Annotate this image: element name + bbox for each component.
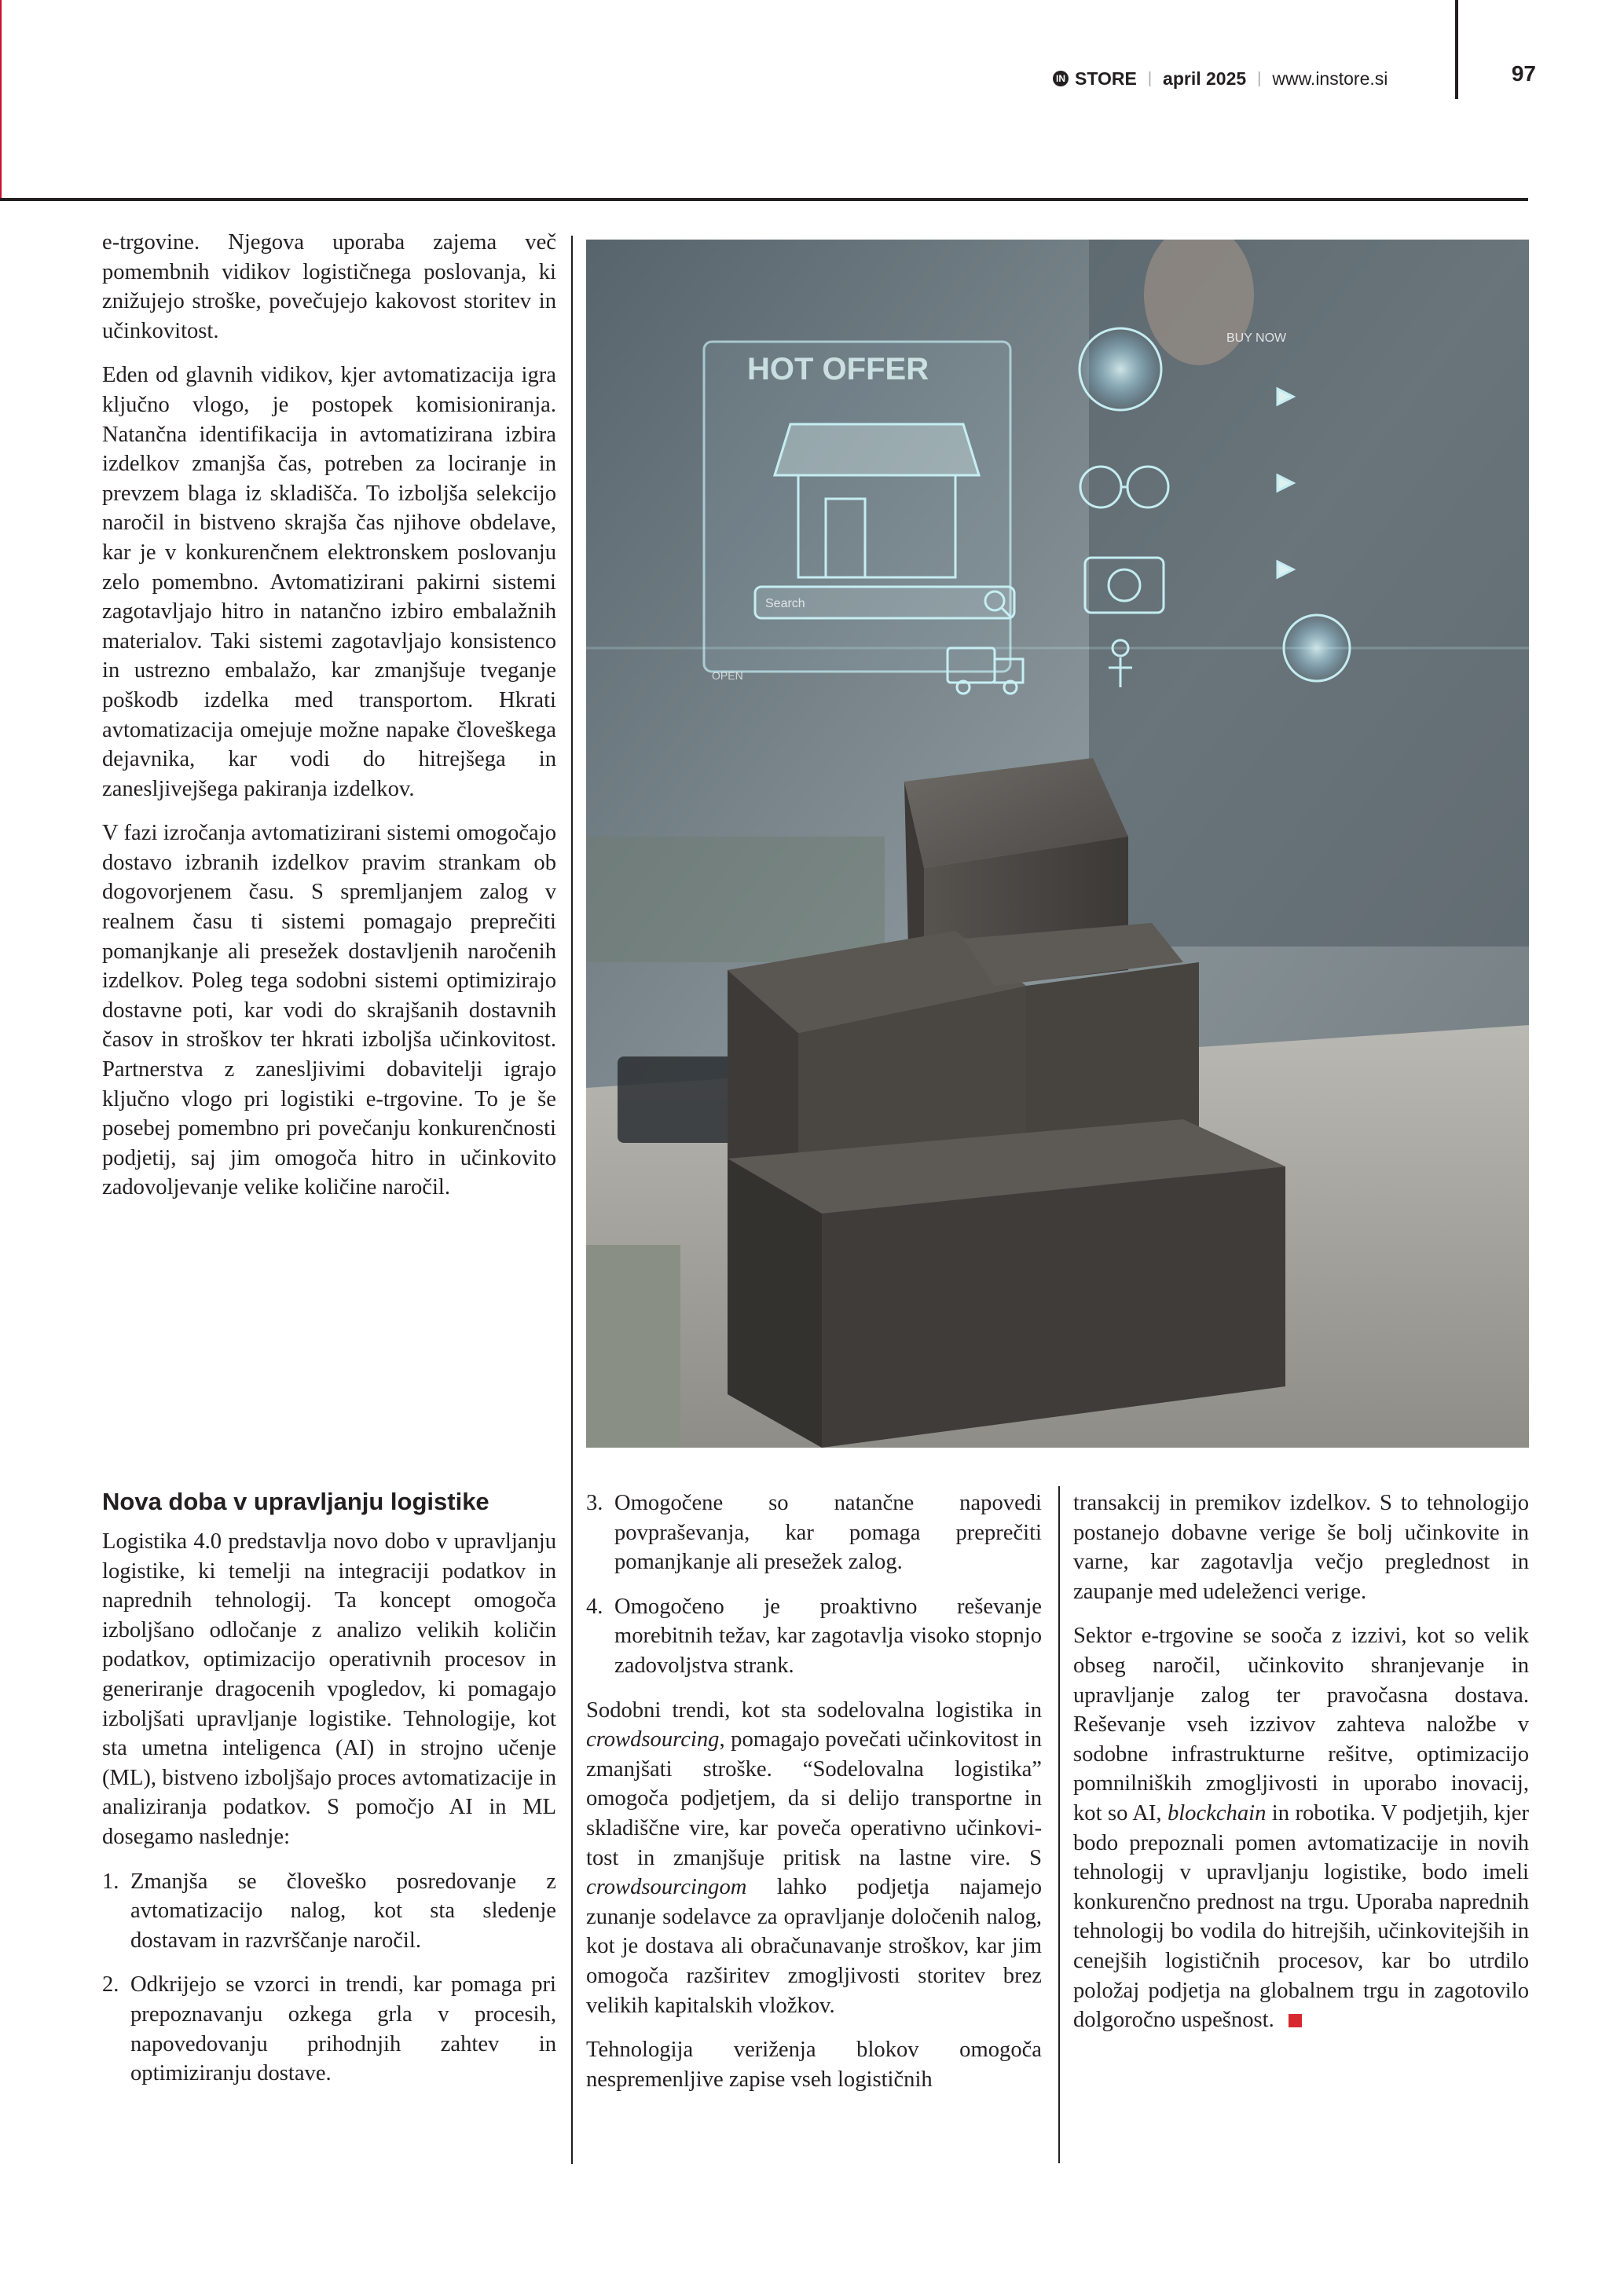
article-column-middle xyxy=(586,1489,1042,2109)
text-run: Sektor e-trgovine se sooča z izzivi, kot so velik obseg naročil, učinkovito shranjevanje in upravljanje zalog ter pravočasna dostava. Reševanje vseh izzivov zahteva naložbe v sodobne infrastrukturne rešitve, optimizacijo pomnilniških zmogljivosti in uporabo inovacij, kot so AI, xyxy=(1073,1624,1529,1825)
article-column-left-top xyxy=(102,228,556,1218)
background-plants xyxy=(586,837,885,962)
list-item xyxy=(102,1970,556,2088)
paragraph: V fazi izročanja avtomatizirani sistemi omogočajo dostavo izbranih izdelkov pravim strankam ob dogovorjenem času. S spremljanjem zalog v realnem času ti sistemi pomagajo preprečiti pomanjkanje ali presežek dostavljenih naročenih izdelkov. Poleg tega sodobni sistemi optimizirajo dostavne poti, kar vodi do skrajšanih dostavnih časov in stroškov ter hkrati izboljša učinkovitost. Partnerstva z zanesljivimi dobavitelji igrajo ključno vlogo pri logistiki e-trgovine. To je še posebej pomembno pri povečanju konkurenčnosti podjetij, saj jim omogoča hitro in učinkovito zadovoljevanje velike količine naročil. xyxy=(102,821,556,1200)
header-rule xyxy=(0,198,1528,201)
list-text: Zmanjša se človeško posredovanje z avtomatizacijo nalog, kot sta sledenje dostavam in razvrščanje naročil. xyxy=(130,1869,556,1953)
list-text: Odkrijejo se vzorci in trendi, kar pomaga pri prepoznavanju ozkega grla v procesih, napovedovanju prihodnjih zahtev in optimiziranju dostave. xyxy=(130,1972,556,2086)
article-photo xyxy=(586,240,1529,1448)
search-label: Search xyxy=(765,597,805,610)
paragraph: Tehnologija veriženja blokov omogoča nespremenljive zapise vseh logističnih xyxy=(586,2038,1042,2092)
list-number: 1. xyxy=(102,1869,119,1894)
paragraph xyxy=(1073,1621,1529,2034)
issue-date: april 2025 xyxy=(1163,68,1247,89)
header-separator: | xyxy=(1147,69,1153,87)
emphasis: crowdsourcing xyxy=(586,1727,720,1752)
column-divider xyxy=(1058,1486,1060,2163)
page-number: 97 xyxy=(1511,61,1536,86)
hologram-title: HOT OFFER xyxy=(747,352,929,386)
list-number: 2. xyxy=(102,1972,119,1998)
article-column-left-bottom xyxy=(102,1486,556,2104)
numbered-list xyxy=(586,1489,1042,1681)
emphasis: blockchain xyxy=(1167,1800,1267,1825)
buy-now-label: BUY NOW xyxy=(1226,331,1287,345)
page-edge-marker xyxy=(0,0,2,200)
header-separator: | xyxy=(1257,69,1262,87)
numbered-list xyxy=(102,1867,556,2089)
brand-name: STORE xyxy=(1075,68,1137,89)
clock-icon xyxy=(1080,328,1161,410)
column-divider xyxy=(571,236,573,2164)
list-number: 4. xyxy=(586,1594,603,1619)
paragraph: transakcij in premikov izdelkov. S to tehnologijo postanejo dobavne verige še bolj učinkovite in varne, kar zagotavlja večjo preglednost in zaupanje med udeleženci verige. xyxy=(1073,1491,1529,1604)
publication-brand xyxy=(1053,68,1137,90)
website-url[interactable]: www.instore.si xyxy=(1272,68,1388,89)
emphasis: crowdsourcingom xyxy=(586,1875,747,1900)
plant-pot xyxy=(586,1245,680,1448)
list-text: Omogočeno je proaktivno reševanje morebitnih težav, kar zagotavlja visoko stopnjo zadovoljstva strank. xyxy=(614,1594,1042,1678)
text-run: in robotika. V podjetjih, kjer bodo prepoznali pomen avtomatizacije in novih tehnologij v upravljanju logistike, bodo imeli konkurenčno prednost na trgu. Uporaba naprednih tehnologij bo vodila do hitrejših, učinkovitejših in cenejših logističnih procesov, kar bo utrdilo položaj podjetja na globalnem trgu in zagotovilo dolgoročno uspešnost. xyxy=(1073,1800,1529,2033)
paragraph: Logistika 4.0 predstavlja novo dobo v upravljanju logistike, ki temelji na integraciji podatkov in naprednih tehnologij. Ta koncept omogoča izboljšano odločanje z analizo velikih količin podatkov, optimizacijo operativnih procesov in generiranje dragocenih vpogledov, ki pomagajo izboljšati upravljanje logistike. Tehnologije, kot sta umetna inteligenca (AI) in strojno učenje (ML), bistveno izboljšajo proces avtomatizacije in analiziranja podatkov. S pomočjo AI in ML dosegamo naslednje: xyxy=(102,1529,556,1849)
article-column-right xyxy=(1073,1489,1529,2050)
list-text: Omogočene so natančne napovedi povpraševanja, kar pomaga preprečiti pomanjkanje ali presežek zalog. xyxy=(614,1491,1042,1575)
list-number: 3. xyxy=(586,1491,603,1515)
section-subheading: Nova doba v upravljanju logistike xyxy=(102,1488,489,1515)
list-item xyxy=(586,1592,1042,1681)
brand-logo-icon: IN xyxy=(1053,71,1069,86)
running-header xyxy=(1053,63,1532,94)
paragraph: e-trgovine. Njegova uporaba zajema več pomembnih vidikov logističnega poslovanja, ki znižujejo stroške, povečujejo kakovost storitev in učinkovitost. xyxy=(102,230,556,343)
end-of-article-mark xyxy=(1289,2014,1302,2027)
paragraph: Eden od glavnih vidikov, kjer avtomatizacija igra ključno vlogo, je postopek komisioniranja. Natančna identifikacija in avtomatizirana izbira izdelkov zmanjša čas, potreben za lociranje in prevzem blaga iz skladišča. To izboljša selekcijo naročil in bistveno skrajša čas njihove obdelave, kar je v konkurenčnem elektronskem poslovanju zelo pomembno. Avtomatizirani pakirni sistemi zagotavljajo hitro in natančno izbiro embalažnih materialov. Taki sistemi zagotavljajo konsistenco in ustrezno embalažo, kar zmanjšuje tveganje poškodb izdelka med transportom. Hkrati avtomatizacija omejuje možne napake človeškega dejavnika, kar vodi do hitrejšega in zanesljivejšega pakiranja izdelkov. xyxy=(102,363,556,801)
text-run: Sodobni trendi, kot sta sodelovalna logistika in xyxy=(586,1697,1042,1723)
open-label: OPEN xyxy=(712,669,743,682)
list-item xyxy=(102,1867,556,1956)
list-item xyxy=(586,1489,1042,1577)
text-run: lahko podjetja najamejo zunanje sodelavce za opravljanje določenih nalog, kot je dostava ali obračunavanje stroškov, kar jim omogoča razširitev zmogljivosti storitev brez velikih kapitalskih vložkov. xyxy=(586,1875,1042,2018)
paragraph xyxy=(586,1696,1042,2021)
text-run: , pomagajo povečati učinkovitost in zmanjšati stroške. “Sodelovalna logistika” omogoča podjetjem, da si delijo transportne in skladiščne vire, kar poveča operativno učinkovitost in zmanjšuje pritisk na lastne vire. S xyxy=(586,1727,1042,1870)
